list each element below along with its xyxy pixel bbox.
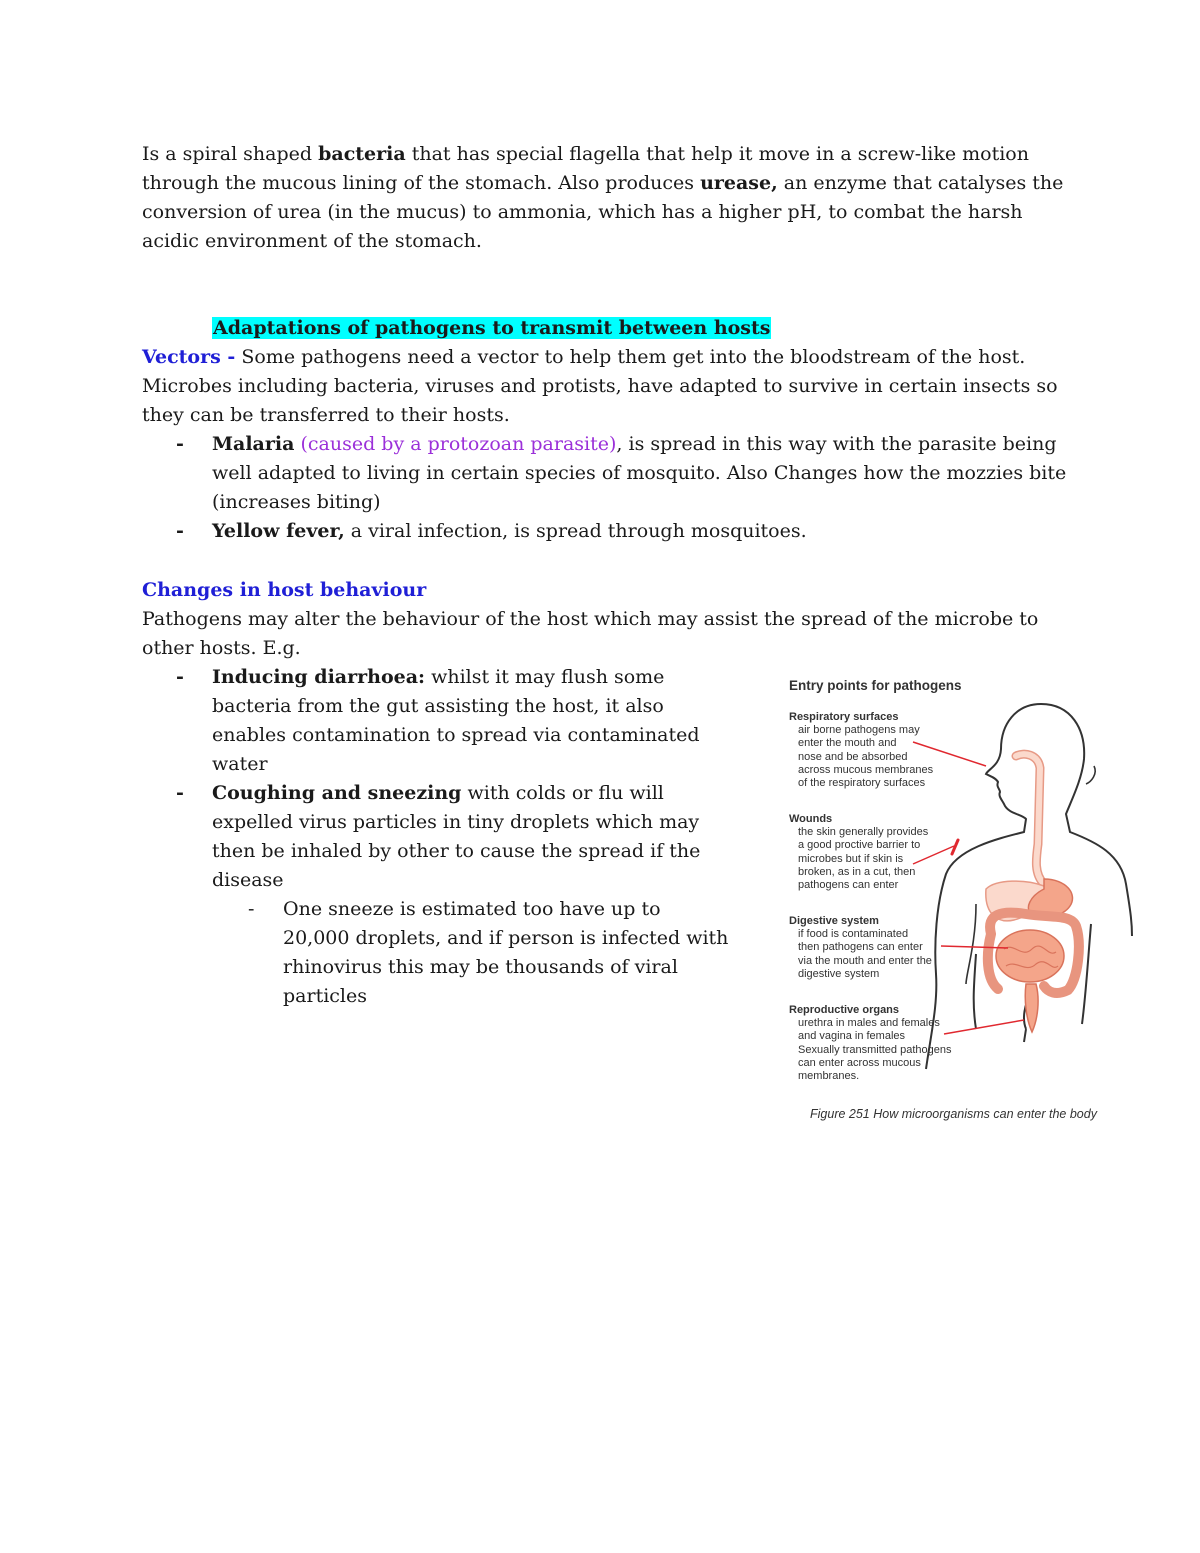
changes-heading: Changes in host behaviour: [142, 579, 427, 601]
vector-bullet-list: [142, 430, 1072, 546]
figure-section-wounds: [789, 813, 928, 892]
intro-paragraph: [142, 140, 1072, 256]
bullet-bold: Yellow fever,: [212, 520, 345, 542]
bullet-dash: -: [176, 433, 184, 455]
figure-section-text: urethra in males and females and vagina in females Sexually transmitted pathogens can enter across mucous membranes.: [798, 1017, 952, 1083]
sub-bullet-dash: -: [248, 898, 255, 920]
figure-caption: Figure 251 How microorganisms can enter the body: [810, 1107, 1097, 1121]
figure-title: Entry points for pathogens: [789, 678, 962, 693]
bullet-bold: Malaria: [212, 433, 295, 455]
intro-bold-bacteria: bacteria: [318, 143, 406, 165]
sub-bullet-text: One sneeze is estimated too have up to 20,000 droplets, and if person is infected with rhinovirus this may be thousands of viral particles: [283, 898, 729, 1007]
figure-section-text: if food is contaminated then pathogens can enter via the mouth and enter the digestive system: [798, 928, 932, 980]
figure-section-heading: Digestive system: [789, 915, 879, 927]
behaviour-bullet-list: [142, 663, 732, 1011]
section-heading: Adaptations of pathogens to transmit between hosts: [213, 317, 771, 339]
list-item: [142, 663, 732, 779]
bullet-text: whilst it may flush some bacteria from the gut assisting the host, it also enables contamination to spread via contaminated water: [212, 666, 700, 775]
intro-text-2: that has special flagella that help it move in a screw-like motion through the mucous lining of the stomach. Also produces: [142, 143, 1029, 194]
bullet-bold: Coughing and sneezing: [212, 782, 462, 804]
vectors-paragraph: [142, 343, 1072, 430]
bullet-dash: -: [176, 782, 184, 804]
figure-section-heading: Wounds: [789, 813, 833, 825]
figure-section-digestive: [789, 915, 932, 981]
list-item: [142, 430, 1072, 517]
bullet-dash: -: [176, 666, 184, 688]
intro-bold-urease: urease,: [700, 172, 778, 194]
list-item: [142, 779, 732, 895]
sub-list-item: [142, 895, 732, 1011]
bullet-text: a viral infection, is spread through mosquitoes.: [344, 520, 807, 542]
bullet-text: with colds or flu will expelled virus particles in tiny droplets which may then be inhaled by other to cause the spread if the disease: [212, 782, 701, 891]
figure-section-heading: Reproductive organs: [789, 1004, 900, 1016]
intro-text-3: an enzyme that catalyses the conversion of urea (in the mucus) to ammonia, which has a higher pH, to combat the harsh acidic environment of the stomach.: [142, 172, 1064, 252]
intro-text-1: Is a spiral shaped: [142, 143, 319, 165]
bullet-bold: Inducing diarrhoea:: [212, 666, 426, 688]
figure-section-text: air borne pathogens may enter the mouth and nose and be absorbed across mucous membranes of the respiratory surfaces: [798, 724, 934, 790]
bullet-text: , is spread in this way with the parasite being well adapted to living in certain species of mosquito. Also Changes how the mozzies bite (increases biting): [212, 433, 1067, 513]
figure-section-reproductive: [789, 1004, 951, 1083]
section-heading-wrap: [212, 314, 771, 343]
bullet-dash: -: [176, 520, 184, 542]
figure-section-text: the skin generally provides a good proctive barrier to microbes but if skin is broken, as in a cut, then pathogens can enter: [798, 826, 929, 892]
entry-points-figure: [786, 674, 1146, 1129]
figure-section-respiratory: [789, 711, 933, 790]
vectors-label: Vectors -: [142, 346, 236, 368]
bullet-purple-note: (caused by a protozoan parasite): [294, 433, 617, 455]
list-item: [142, 517, 1072, 546]
figure-section-heading: Respiratory surfaces: [789, 711, 899, 723]
vectors-text: Some pathogens need a vector to help them get into the bloodstream of the host. Microbes including bacteria, viruses and protists, have adapted to survive in certain insects so they can be transferred to their hosts.: [142, 346, 1058, 426]
changes-paragraph: Pathogens may alter the behaviour of the host which may assist the spread of the microbe to other hosts. E.g.: [142, 608, 1039, 659]
